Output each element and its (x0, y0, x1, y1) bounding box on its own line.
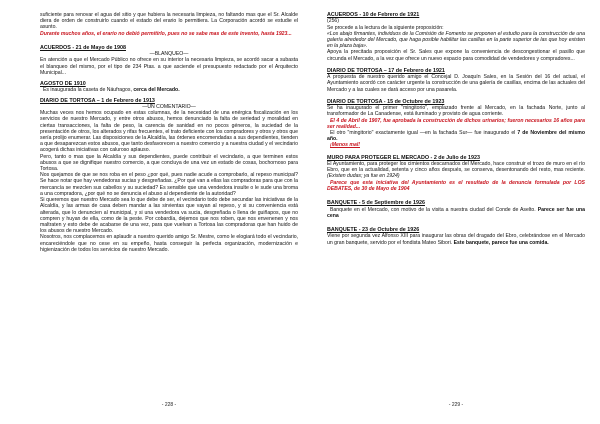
muro-1923-heading: MURO PARA PROTEGER EL MERCADO - 2 de Julio de 1923 (327, 154, 480, 161)
proposal-support: Apoya la precitada proposición el Sr. Sales que expone la conveniencia de descongestionar el pasillo que circunda el Mercado, a la vez que ofrece un nuevo espacio para comodidad de vendedores y compradores... (327, 49, 585, 62)
diario-1923-section (327, 99, 585, 149)
banquete-sept-1926-heading: BANQUETE - 5 de Septiembre de 1926 (327, 200, 425, 207)
acuerdos-1908-heading: ACUERDOS - 21 de Mayo de 1908 (40, 44, 126, 51)
agosto-1910-text (40, 87, 298, 93)
intro-block (40, 12, 298, 37)
intro-highlight: Durante muchos años, el erario no debió permitirlo, pues no se sabe mas de este invento, hasta 1923... (40, 30, 292, 37)
acuerdos-1908-text: En atención a que el Mercado Público no ofrece en su interior la necesaria limpieza, se acordó sacar a subasta el blanqueo del mismo, por el tipo de 234 Ptas. a que asciende el presupuesto redactado por el Arquitecto Municipal... (40, 57, 298, 76)
right-page (327, 12, 585, 414)
second-mingitorio-text (327, 130, 585, 142)
intro-text: suficiente para renovar el agua del sitio y que hubiera la necesaria limpieza, no faltando mas que el Sr. Alcalde diera de orden de construirlo cuando el estado del erario lo permitiera. La Corporación acordó se estudie el asunto. (40, 12, 298, 31)
proposal-intro: Se procede a la lectura de la siguiente proposición: (327, 24, 444, 31)
banquete-oct-1926-section (327, 227, 585, 246)
diario-feb-1921-section (327, 68, 585, 93)
diario-feb-1921-text: A propuesta de nuestro querido amigo el Concejal D. Joaquín Sales, en la Sesión del 16 del actual, el Ayuntamiento acordó con carácter urgente la construcción de una galería de casillas, encima de las actuales del Mercado y a las cuales se dará acceso por una pasarela. (327, 74, 585, 93)
muro-1923-body: El Ayuntamiento, para proteger los cimientos descarnados del Mercado, hace construir el trozo de muro en el río Ebro, que en la actualidad, setenta y cinco años después, se conserva, desentonando del resto, mas reciente. (327, 161, 585, 174)
muro-1923-note: (Existen dudas; ya fue en 1924) (327, 173, 400, 180)
diario-1913-section (40, 98, 298, 253)
banquete-oct-1926-body: Viene por segunda vez Alfonso XIII para inaugurar las obras del dragado del Ebro, celebrándose en el Mercado un gran banquete, servido por el fondista Mateo Sibori. (327, 233, 585, 246)
banquete-oct-1926-text (327, 233, 585, 245)
banquete-sept-1926-text (327, 207, 585, 219)
banquete-oct-1926-heading: BANQUETE - 23 de Octubre de 1926 (327, 226, 420, 233)
diario-1913-text: Muchas veces nos hemos ocupado en estas columnas, de la necesidad de una enérgica fiscalización en los servicios de nuestro Mercado, y entre otros abusos, hemos denunciado la falta de seriedad y moralidad en ciertas transacciones, la falta de peso, la carencia de sanidad en no pocos géneros, la suciedad de la presentación de otros, los alterados y rifas frecuentes, el trato deficiente con los compradores y otros y otros que sería prolijo enumerar. Las disposiciones de la Alcaldía, las órdenes encomendadas a sus dependientes, tienden a que desaparezcan estos abusos, que tanto desfavorecen a nuestro comercio y a nuestra ciudad y el vecindario acogerá dichas iniciativas con caluroso aplauso. Pero, tanto o mas que la Alcaldía y sus dependientes, puede contribuir el vecindario, a que terminen estos abusos a que se dignifique nuestro comercio, a que concluya de una vez un estado de cosas, bochornoso para Tortosa. Nos quejamos de que se nos roba en el peso ¿por qué, pues nadie acude a comprobarlo, al repeso municipal? Se hace notar que hay vendedoras sucias y desgreñadas. ¿Por qué van a ellas las compradoras para que con la mercancía se mezclen sus cabellos y su suciedad? Es sensible que una vendedora insulte o le sude una broma a una compradora, ¿por qué no se denuncia el abuso al dependiente de la autoridad? Si queremos que nuestro Mercado sea lo que debe de ser, el vecindario todo debe secundar las iniciativas de la Alcaldía, y las armas de casa deben mandar a las sirvientas que vayan al repeso, y si su conveniencia está alterada, que lo denuncien al municipal, y si una vendedora va sucia, desgreñada o llena de guiñapos, que no compren y huyan de ella, como de la peste. Por cobardía, dejemos que nos roben, que nos envenenen y nos maltraten y esto debe de acabarse de una vez, para que vuelvan a Tortosa las compradoras que han huido de los abusos de nuestro Mercado. Nosotros, nos complacemos en aplaudir a nuestro querido amigo Sr. Mestre, como le elogiará todo el vecindario, encareciéndole que no cese en su empeño, hasta conseguir la perfecta organización, modernización e higienización de todos los servicios de nuestro Mercado. (40, 110, 298, 253)
acuerdos-1921-heading: ACUERDOS - 10 de Febrero de 1921 (327, 12, 420, 18)
muro-1923-highlight: Parece que esta iniciativa del Ayuntamiento es el resultado de la denuncia formulada por LOS DEBATES, de 30 de Mayo de 1904 (327, 179, 585, 192)
left-page (40, 12, 298, 414)
banquete-sept-1926-remark: Parece ser fue una cena (327, 206, 585, 219)
muro-1923-section (327, 155, 585, 192)
acuerdos-1908-section (40, 45, 298, 76)
banquete-sept-1926-body: Banquete en el Mercado, con motivo de la visita a nuestra ciudad del Conde de Aselto. (330, 206, 536, 213)
second-mingitorio-date: 7 de Noviembre del mismo año. (327, 130, 585, 143)
naufragos-text: Es inaugurada la caseta de Náufragos, (43, 87, 132, 94)
comentario-subtitle: —UN COMENTARIO— (142, 104, 196, 111)
proposal-number: (256) (327, 18, 340, 25)
right-page-number: - 229 - (448, 402, 464, 408)
banquete-sept-1926-section (327, 200, 585, 219)
diario-feb-1921-heading: DIARIO DE TORTOSA – 17 de Febrero de 1921 (327, 67, 445, 74)
diario-1923-heading: DIARIO DE TORTOSA - 15 de Octubre de 1923 (327, 98, 445, 105)
banquete-oct-1926-remark: Este banquete, parece fue una comida. (453, 239, 549, 246)
menos-mal-exclamation: ¡Menos mal! (330, 142, 360, 149)
second-mingitorio-a: El otro "mingitorio" exactamente igual —en la fachada Sur— fue inaugurado el (330, 130, 516, 137)
agosto-1910-section (40, 81, 298, 94)
agosto-1910-heading: AGOSTO DE 1910 (40, 81, 86, 88)
urinarios-note: El 4 de Abril de 1907, fue aprobada la construcción de dichos urinarios; fueron necesarios 16 años para ser realidad... (327, 117, 585, 130)
muro-1923-text (327, 161, 585, 180)
blanqueo-subtitle: —BLANQUEO— (149, 51, 189, 58)
diario-1913-heading: DIARIO DE TORTOSA – 1 de Febrero de 1913 (40, 97, 155, 104)
acuerdos-1921-section (327, 12, 585, 62)
near-market-text: cerca del Mercado. (133, 87, 180, 94)
left-page-number: - 228 - (161, 402, 177, 408)
mingitorio-text: Se ha inaugurado el primer "mingitorio", emplazado frente al Mercado, en la fachada Norte, junto al transformador de La Canadense, está iluminado y provisto de agua corriente. (327, 105, 585, 118)
proposal-quote: «Los abajo firmantes, individuos de la Comisión de Fomento se proponen el estudio para la construcción de una galería alrededor del Mercado, que haga posible habilitar las casillas en la parte superior de las que hoy existen en la plaza baja». (327, 30, 585, 50)
